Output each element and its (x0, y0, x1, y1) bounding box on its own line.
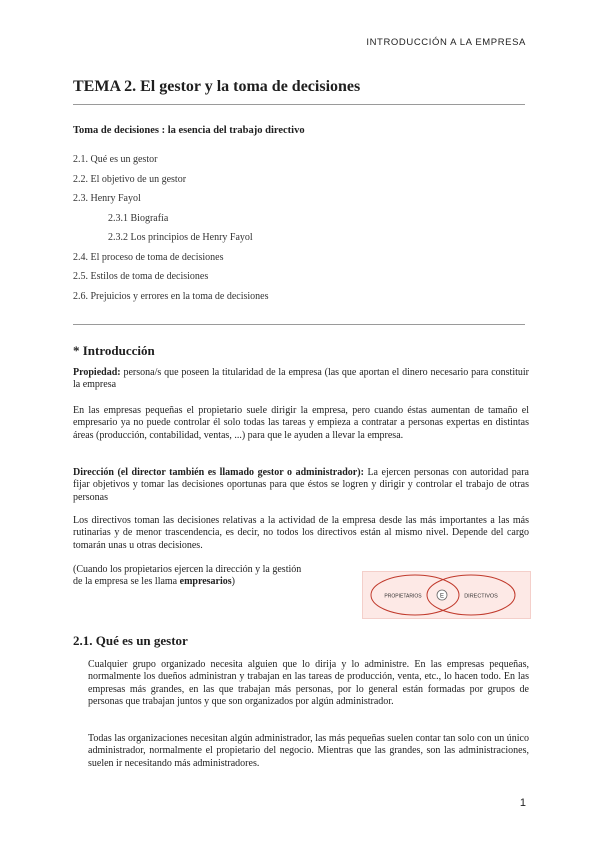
pequenas-paragraph: En las empresas pequeñas el propietario suele dirigir la empresa, pero cuando éstas aumentan de tamaño el empresario ya no puede controlar él solo todas las tareas y empieza a contratar a personas expertas en distintas áreas (producción, contabilidad, ventas, ...) para que le ayuden a llevar la empresa. (73, 405, 529, 441)
section-2-1-heading: 2.1. Qué es un gestor (73, 633, 188, 648)
direccion-paragraph (73, 467, 529, 504)
empresarios-note (73, 564, 308, 589)
page-number: 1 (519, 797, 526, 809)
gestor-paragraph-2: Todas las organizaciones necesitan algún administrador, las más pequeñas suelen contar tan solo con un único administrador, normalmente el propietario del negocio. Mientras que las grandes, son las administraciones, suelen ir necesitando más administradores. (88, 733, 529, 769)
empresarios-post: ) (231, 576, 235, 588)
toc-item: 2.5. Estilos de toma de decisiones (73, 271, 209, 282)
propiedad-paragraph (73, 367, 529, 392)
propiedad-text: persona/s que poseen la titularidad de la empresa (las que aportan el dinero necesario para constituir la empresa (73, 367, 529, 391)
direccion-term: Dirección (el director también es llamado gestor o administrador): (73, 467, 364, 478)
gestor-paragraph-1: Cualquier grupo organizado necesita alguien que lo dirija y lo administre. En las empresas pequeñas, normalmente los dueños administran y trabajan en las tareas de producción, venta, etc., lo hacen todo. En las empresas más grandes, en las que trabajan más personas, por lo general están formadas por grupos de personas que trabajan juntos y que son organizados por algún administrador. (88, 659, 529, 708)
venn-diagram (362, 571, 531, 619)
toc-item: 2.1. Qué es un gestor (73, 154, 158, 165)
intersection-label: E (439, 593, 445, 600)
direccion-text: La ejercen personas con autoridad para fijar objetivos y tomar las decisiones oportunas para que éstos se logren y dirigir y controlar el trabajo de otras personas (73, 467, 529, 503)
propiedad-term: Propiedad: (73, 367, 121, 378)
empresarios-term: empresarios (179, 576, 232, 588)
section-subtitle: Toma de decisiones : la esencia del trabajo directivo (73, 125, 305, 136)
toc-subitem: 2.3.1 Biografía (108, 213, 169, 224)
toc-item: 2.4. El proceso de toma de decisiones (73, 252, 224, 263)
toc-item: 2.3. Henry Fayol (73, 193, 141, 204)
propietarios-label: PROPIETARIOS (384, 593, 422, 600)
toc-item: 2.6. Prejuicios y errores en la toma de decisiones (73, 291, 269, 302)
directivos-label: DIRECTIVOS (464, 593, 498, 600)
intro-heading: * Introducción (73, 343, 155, 358)
toc-item: 2.2. El objetivo de un gestor (73, 174, 187, 185)
divider (73, 104, 525, 105)
directivos-paragraph: Los directivos toman las decisiones relativas a la actividad de la empresa desde las más importantes a las más rutinarias y de menor trascendencia, es decir, no todos los directivos están al mismo nivel. Depende del cargo tomarán unas u otras decisiones. (73, 515, 529, 551)
running-header: INTRODUCCIÓN A LA EMPRESA (366, 37, 526, 48)
divider (73, 324, 525, 325)
empresarios-pre: (Cuando los propietarios ejercen la dirección y la gestión de la empresa se les llama (73, 564, 302, 588)
page-title: TEMA 2. El gestor y la toma de decisiones (73, 78, 361, 95)
toc-subitem: 2.3.2 Los principios de Henry Fayol (108, 232, 253, 243)
